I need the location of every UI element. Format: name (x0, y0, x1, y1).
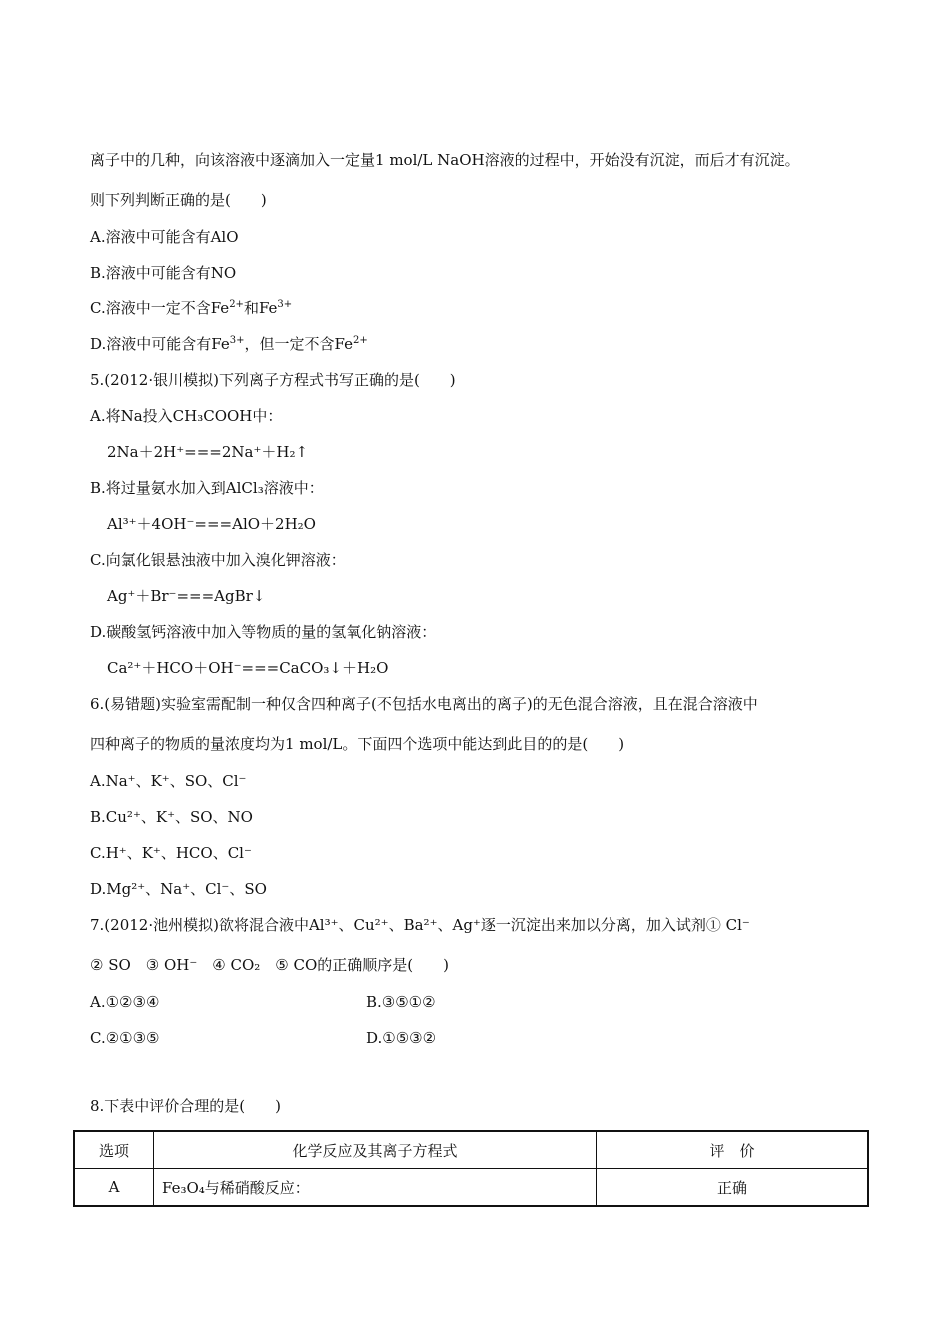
q5-option-a: A.将Na投入CH₃COOH中： (90, 407, 283, 425)
table-row (74, 1169, 868, 1207)
q7-option-b: B.③⑤①② (366, 993, 436, 1011)
q4-stem-line2: 则下列判断正确的是( ) (90, 191, 267, 209)
q6-option-c: C.H⁺、K⁺、HCO、Cl⁻ (90, 844, 252, 862)
header-reaction: 化学反应及其离子方程式 (154, 1131, 597, 1169)
cell-option: A (74, 1169, 154, 1207)
header-evaluation: 评 价 (597, 1131, 869, 1169)
header-option: 选项 (74, 1131, 154, 1169)
q6-stem-line2: 四种离子的物质的量浓度均为1 mol/L。下面四个选项中能达到此目的的是( ) (90, 735, 625, 753)
q7-option-c: C.②①③⑤ (90, 1029, 160, 1047)
cell-reaction: Fe₃O₄与稀硝酸反应： (154, 1169, 597, 1207)
q4-option-a: A.溶液中可能含有AlO (90, 228, 239, 246)
q5-stem: 5.(2012·银川模拟)下列离子方程式书写正确的是( ) (90, 371, 456, 389)
q6-option-a: A.Na⁺、K⁺、SO、Cl⁻ (90, 772, 247, 790)
q5-equation-d: Ca²⁺＋HCO＋OH⁻===CaCO₃↓＋H₂O (107, 659, 389, 677)
q5-option-d: D.碳酸氢钙溶液中加入等物质的量的氢氧化钠溶液： (90, 623, 437, 641)
table-header-row (74, 1131, 868, 1169)
q4-stem-line1: 离子中的几种，向该溶液中逐滴加入一定量1 mol/L NaOH溶液的过程中，开始没有沉淀，而后才有沉淀。 (90, 151, 800, 169)
q8-stem: 8.下表中评价合理的是( ) (90, 1097, 282, 1115)
q5-equation-b: Al³⁺＋4OH⁻===AlO＋2H₂O (107, 515, 316, 533)
q6-option-d: D.Mg²⁺、Na⁺、Cl⁻、SO (90, 880, 267, 898)
q4-option-d: D.溶液中可能含有$Fe^{3+}$，但一定不含$Fe^{2+}$ (90, 335, 368, 353)
cell-evaluation: 正确 (597, 1169, 869, 1207)
q4-option-c: C.溶液中一定不含$Fe^{2+}$和$Fe^{3+}$ (90, 299, 293, 317)
q5-option-c: C.向氯化银悬浊液中加入溴化钾溶液： (90, 551, 346, 569)
evaluation-table (73, 1130, 869, 1207)
q7-option-d: D.①⑤③② (366, 1029, 437, 1047)
q7-option-a: A.①②③④ (90, 993, 160, 1011)
q6-option-b: B.Cu²⁺、K⁺、SO、NO (90, 808, 253, 826)
q5-equation-c: Ag⁺＋Br⁻===AgBr↓ (107, 587, 266, 605)
q7-stem-line1: 7.(2012·池州模拟)欲将混合液中Al³⁺、Cu²⁺、Ba²⁺、Ag⁺逐一沉淀出来加以分离，加入试剂① Cl⁻ (90, 916, 750, 934)
q4-option-b: B.溶液中可能含有NO (90, 264, 237, 282)
q7-stem-line2: ② SO ③ OH⁻ ④ CO₂ ⑤ CO的正确顺序是( ) (90, 956, 449, 974)
q6-stem-line1: 6.(易错题)实验室需配制一种仅含四种离子(不包括水电离出的离子)的无色混合溶液，且在混合溶液中 (90, 695, 758, 713)
q5-equation-a: 2Na＋2H⁺===2Na⁺＋H₂↑ (107, 443, 309, 461)
q5-option-b: B.将过量氨水加入到AlCl₃溶液中： (90, 479, 324, 497)
